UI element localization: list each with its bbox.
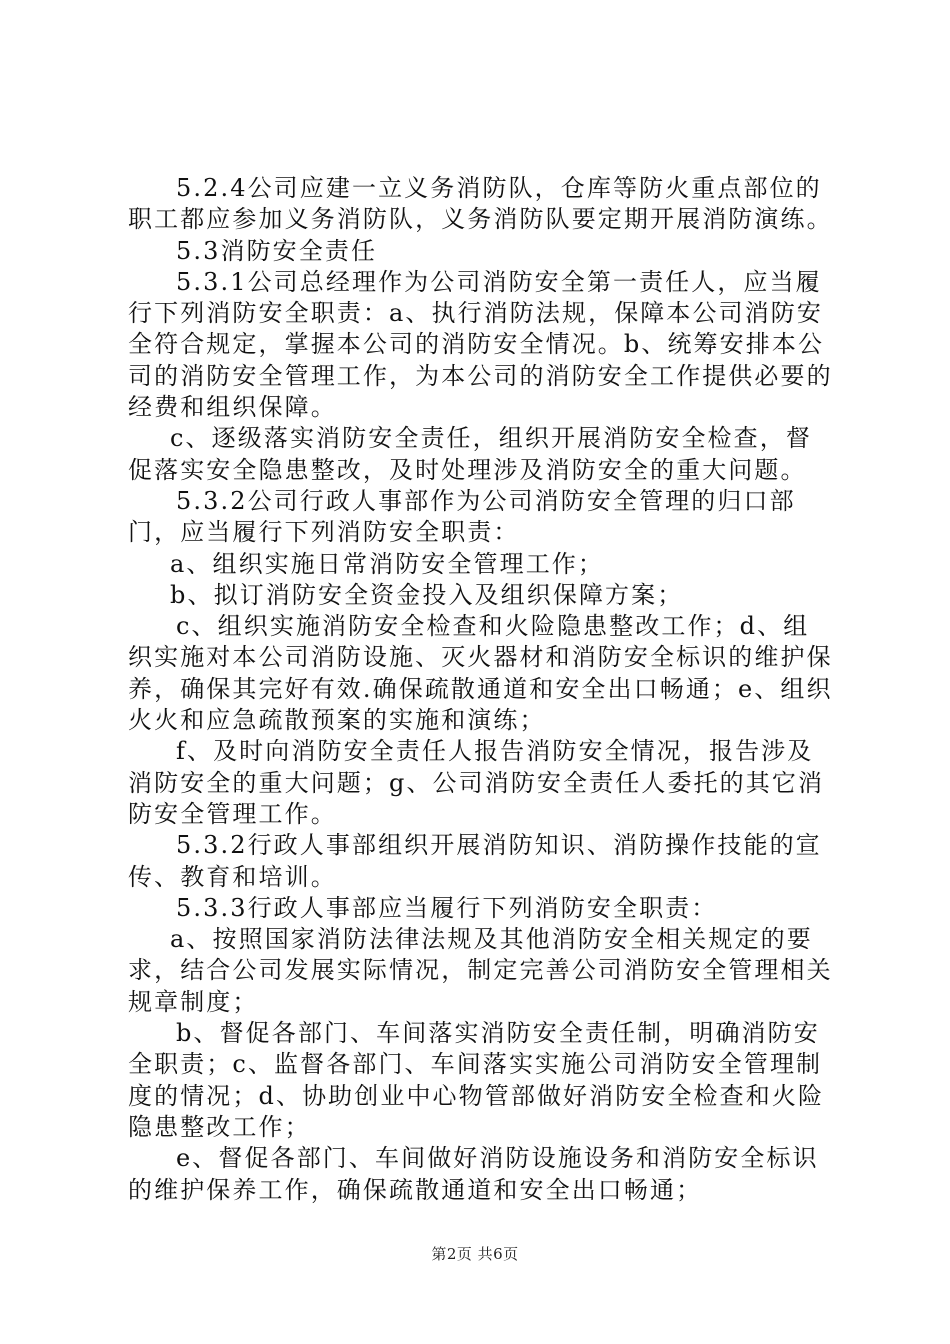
paragraph-5-3-1-c: c、逐级落实消防安全责任，组织开展消防安全检查，督促落实安全隐患整改，及时处理涉及消防安全的重大问题。	[128, 424, 812, 484]
section-heading-5-3: 5.3消防安全责任	[176, 236, 378, 265]
paragraph-5-3-2-c: c、组织实施消防安全检查和火险隐患整改工作；d、组织实施对本公司消防设施、灭火器材和消防安全标识的维护保养，确保其完好有效.确保疏散通道和安全出口畅通；e、组织火火和应急疏散预案的实施和演练；	[128, 612, 833, 735]
document-body	[128, 173, 834, 1206]
paragraph-5-3-2-f: f、及时向消防安全责任人报告消防安全情况，报告涉及消防安全的重大问题；g、公司消防安全责任人委托的其它消防安全管理工作。	[128, 737, 825, 828]
paragraph-5-3-3-a: a、按照国家消防法律法规及其他消防安全相关规定的要求，结合公司发展实际情况，制定完善公司消防安全管理相关规章制度；	[128, 925, 833, 1016]
paragraph-5-3-3-e: e、督促各部门、车间做好消防设施设务和消防安全标识的维护保养工作，确保疏散通道和安全出口畅通；	[128, 1144, 819, 1204]
paragraph-5-3-2-training: 5.3.2行政人事部组织开展消防知识、消防操作技能的宣传、教育和培训。	[128, 831, 822, 891]
paragraph-5-2-4: 5.2.4公司应建一立义务消防队，仓库等防火重点部位的职工都应参加义务消防队，义务消防队要定期开展消防演练。	[128, 174, 833, 234]
paragraph-5-3-3-b: b、督促各部门、车间落实消防安全责任制，明确消防安全职责；c、监督各部门、车间落实实施公司消防安全管理制度的情况；d、协助创业中心物管部做好消防安全检查和火险隐患整改工作；	[128, 1019, 825, 1141]
paragraph-5-3-1: 5.3.1公司总经理作为公司消防安全第一责任人，应当履行下列消防安全职责：a、执行消防法规，保障本公司消防安全符合规定，掌握本公司的消防安全情况。b、统筹安排本公司的消防安全管理工作，为本公司的消防安全工作提供必要的经费和组织保障。	[128, 267, 833, 422]
paragraph-5-3-2-b: b、拟订消防安全资金投入及组织保障方案；	[170, 580, 684, 609]
paragraph-5-3-3: 5.3.3行政人事部应当履行下列消防安全职责：	[176, 893, 718, 922]
paragraph-5-3-2: 5.3.2公司行政人事部作为公司消防安全管理的归口部门，应当履行下列消防安全职责：	[128, 486, 796, 547]
page-number-footer: 第2页 共6页	[431, 1245, 519, 1263]
paragraph-5-3-2-a: a、组织实施日常消防安全管理工作；	[170, 549, 605, 578]
